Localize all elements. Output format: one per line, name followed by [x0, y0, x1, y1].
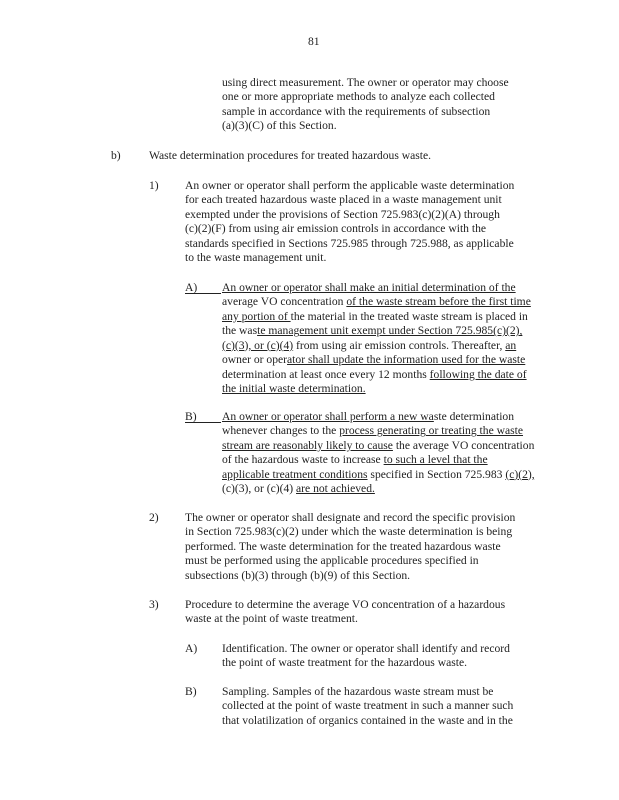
text-line: [222, 105, 490, 118]
text-segment: waste at the point of waste treatment.: [185, 612, 358, 626]
text-line: [222, 482, 375, 495]
text-line: [222, 119, 337, 132]
underlined-text: te management unit exempt under Section 725.985(c)(2),: [257, 324, 523, 338]
text-line: [185, 193, 502, 206]
underlined-text: An owner or operator shall make an initial determination of the: [222, 281, 516, 294]
text-line: [185, 612, 358, 625]
text-segment: Waste determination procedures for treated hazardous waste.: [149, 149, 432, 162]
paragraph-label: b): [111, 149, 121, 162]
text-line: [185, 251, 326, 264]
underlined-text: applicable treatment conditions: [222, 467, 368, 481]
text-line: [185, 554, 479, 567]
text-line: [222, 76, 509, 89]
text-segment: ste determination: [433, 410, 515, 423]
text-segment: specified in Section 725.983: [367, 467, 506, 481]
text-segment: whenever changes to the: [222, 424, 340, 438]
underlined-text: (c)(2),: [505, 467, 535, 481]
text-segment: that volatilization of organics contained in the waste and in the: [222, 713, 513, 727]
text-line: [222, 439, 534, 452]
text-segment: for each treated hazardous waste placed in a waste management unit: [185, 193, 502, 207]
text-segment: An owner or operator shall perform the applicable waste determination: [185, 179, 515, 192]
text-segment: owner or oper: [222, 353, 288, 367]
text-segment: subsections (b)(3) through (b)(9) of this Section.: [185, 568, 411, 582]
text-segment: Sampling. Samples of the hazardous waste stream must be: [222, 685, 494, 698]
text-line: [222, 656, 467, 669]
text-segment: from using air emission controls. Thereafter,: [293, 338, 506, 352]
text-segment: the material in the treated waste stream is placed in: [290, 309, 528, 323]
underlined-text: following the date of: [429, 367, 527, 381]
text-line: [222, 382, 366, 395]
paragraph-label: 1): [149, 179, 159, 192]
text-line: [185, 222, 486, 235]
text-line: [185, 525, 512, 538]
text-segment: using direct measurement. The owner or operator may choose: [222, 76, 509, 89]
text-line: [185, 237, 514, 250]
paragraph-label: A): [185, 281, 221, 294]
text-segment: sample in accordance with the requirements of subsection: [222, 104, 491, 118]
text-line: [222, 281, 516, 294]
text-segment: standards specified in Sections 725.985 through 725.988, as applicable: [185, 236, 514, 250]
text-segment: determination at least once every 12 months: [222, 367, 430, 381]
underlined-text: stream are reasonably likely to cause: [222, 438, 393, 452]
underlined-text: An owner or operator shall perform a new wa: [222, 410, 434, 423]
text-line: [222, 295, 531, 308]
text-segment: The owner or operator shall designate and record the specific provision: [185, 511, 516, 524]
text-line: [222, 310, 528, 323]
text-segment: Identification. The owner or operator shall identify and record: [222, 642, 510, 655]
text-segment: the point of waste treatment for the hazardous waste.: [222, 656, 467, 670]
underlined-text: (c)(3), or (c)(4): [222, 338, 294, 352]
underlined-text: an: [505, 338, 517, 352]
text-line: [222, 453, 488, 466]
text-line: [185, 569, 410, 582]
underlined-text: to such a level that the: [383, 453, 488, 467]
text-line: [222, 90, 495, 103]
text-line: [185, 540, 501, 553]
text-line: [222, 410, 514, 423]
underlined-text: process generating or treating the waste: [339, 424, 524, 438]
text-segment: the was: [222, 324, 258, 338]
text-line: [222, 353, 525, 366]
text-line: [222, 424, 523, 437]
text-line: [222, 685, 493, 698]
text-segment: to the waste management unit.: [185, 251, 327, 265]
underlined-text: are not achieved.: [296, 482, 375, 496]
text-segment: of the hazardous waste to increase: [222, 453, 384, 467]
text-line: [222, 324, 522, 337]
text-line: [222, 699, 513, 712]
text-line: [185, 208, 500, 221]
page-number: 81: [308, 35, 320, 48]
text-segment: collected at the point of waste treatment in such a manner such: [222, 699, 514, 713]
underlined-text: ator shall update the information used for the waste: [287, 353, 526, 367]
text-line: [222, 368, 527, 381]
paragraph-label: B): [185, 410, 221, 423]
text-segment: performed. The waste determination for the treated hazardous waste: [185, 539, 501, 553]
underlined-text: the initial waste determination.: [222, 382, 366, 396]
text-segment: (a)(3)(C) of this Section.: [222, 119, 337, 133]
text-line: [185, 179, 514, 192]
text-segment: average VO concentration: [222, 295, 347, 309]
text-segment: (c)(3), or (c)(4): [222, 482, 297, 496]
text-line: [185, 511, 515, 524]
text-segment: in Section 725.983(c)(2) under which the waste determination is being: [185, 525, 513, 539]
text-segment: Procedure to determine the average VO concentration of a hazardous: [185, 598, 506, 611]
text-line: [222, 642, 510, 655]
paragraph-label: B): [185, 685, 197, 698]
paragraph-label: A): [185, 642, 198, 655]
text-segment: (c)(2)(F) from using air emission controls in accordance with the: [185, 222, 487, 236]
text-line: [222, 468, 535, 481]
paragraph-label: 3): [149, 598, 159, 611]
underlined-text: any portion of: [222, 309, 291, 323]
text-line: [222, 339, 516, 352]
underlined-text: of the waste stream before the first time: [346, 295, 531, 309]
text-segment: one or more appropriate methods to analyze each collected: [222, 90, 495, 104]
text-line: [222, 714, 513, 727]
text-line: [149, 149, 431, 162]
text-segment: exempted under the provisions of Section 725.983(c)(2)(A) through: [185, 207, 500, 221]
text-line: [185, 598, 505, 611]
text-segment: the average VO concentration: [392, 438, 535, 452]
text-segment: must be performed using the applicable procedures specified in: [185, 554, 479, 568]
paragraph-label: 2): [149, 511, 159, 524]
